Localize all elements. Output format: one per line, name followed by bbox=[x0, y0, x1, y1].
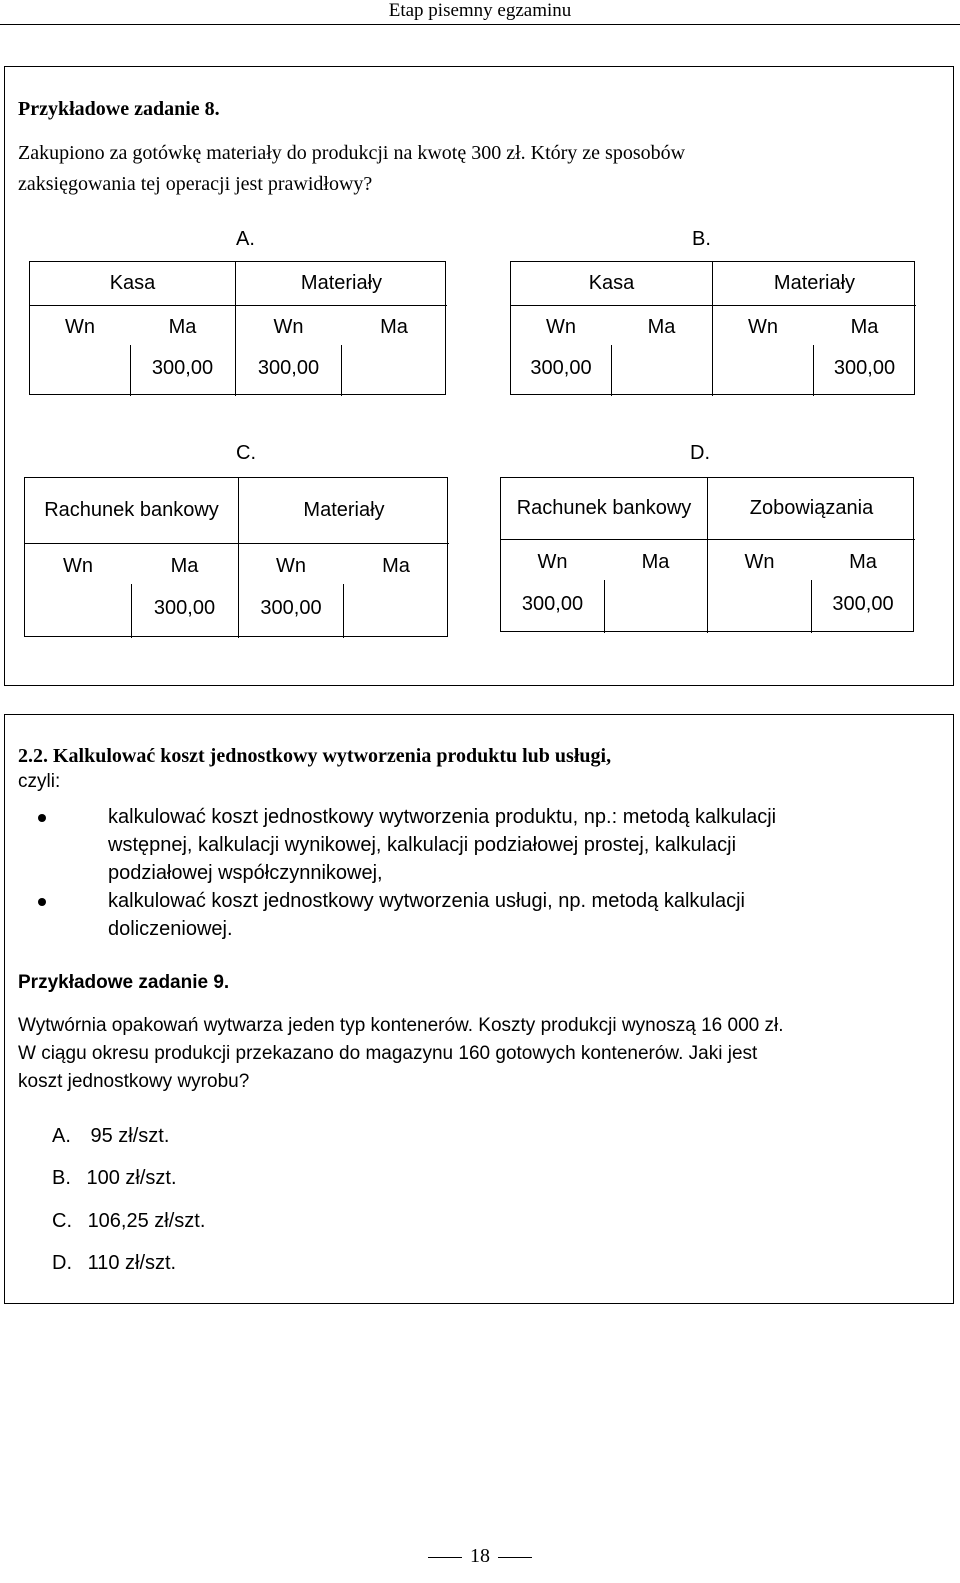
value-cell bbox=[341, 348, 447, 388]
section22-czyli: czyli: bbox=[18, 771, 61, 792]
account-name: Materiały bbox=[300, 272, 383, 294]
option-b-taccounts bbox=[510, 261, 915, 395]
value-cell: 300,00 bbox=[833, 356, 896, 379]
task8-title: Przykładowe zadanie 8. bbox=[18, 98, 220, 120]
answer-letter: B. bbox=[52, 1167, 71, 1189]
bullet1-line1: kalkulować koszt jednostkowy wytworzenia produktu, np.: metodą kalkulacji bbox=[108, 806, 777, 828]
ma-label: Ma bbox=[382, 554, 410, 577]
wn-label: Wn bbox=[748, 315, 778, 338]
account-name: Kasa bbox=[109, 272, 156, 294]
page-number: 18 bbox=[470, 1545, 490, 1567]
answer-text: 106,25 zł/szt. bbox=[87, 1210, 206, 1232]
value-cell bbox=[708, 584, 811, 624]
value-cell bbox=[25, 588, 131, 628]
task9-line3: koszt jednostkowy wyrobu? bbox=[18, 1071, 250, 1092]
wn-label: Wn bbox=[276, 554, 306, 577]
option-d-letter: D. bbox=[690, 442, 710, 464]
answer-text: 110 zł/szt. bbox=[87, 1252, 177, 1274]
wn-label: Wn bbox=[537, 550, 568, 573]
dash-right bbox=[498, 1557, 532, 1558]
bullet2-line1: kalkulować koszt jednostkowy wytworzenia usługi, np. metodą kalkulacji bbox=[108, 890, 745, 912]
section22-heading: 2.2. Kalkulować koszt jednostkowy wytworzenia produktu lub usługi, bbox=[18, 745, 612, 767]
page-footer bbox=[0, 1545, 960, 1568]
ma-label: Ma bbox=[170, 554, 199, 577]
value-cell: 300,00 bbox=[521, 592, 584, 615]
answer-a[interactable] bbox=[52, 1125, 169, 1148]
header-title: Etap pisemny egzaminu bbox=[388, 0, 572, 21]
answer-letter: C. bbox=[52, 1210, 72, 1232]
option-d-taccounts bbox=[500, 477, 914, 632]
value-cell: 300,00 bbox=[153, 596, 216, 619]
value-cell: 300,00 bbox=[832, 592, 894, 615]
value-cell: 300,00 bbox=[151, 356, 214, 379]
value-cell bbox=[604, 584, 707, 624]
ma-label: Ma bbox=[849, 550, 877, 573]
page-header bbox=[0, 0, 960, 25]
ma-label: Ma bbox=[850, 315, 879, 338]
account-name: Rachunek bankowy bbox=[44, 499, 219, 521]
wn-label: Wn bbox=[273, 315, 304, 338]
ma-label: Ma bbox=[168, 315, 197, 338]
ma-label: Ma bbox=[647, 315, 676, 338]
wn-label: Wn bbox=[744, 550, 775, 573]
account-name: Materiały bbox=[773, 272, 856, 294]
value-cell bbox=[611, 348, 712, 388]
answer-letter: D. bbox=[52, 1252, 72, 1274]
answer-letter: A. bbox=[52, 1125, 71, 1147]
task9-line1: Wytwórnia opakowań wytwarza jeden typ kontenerów. Koszty produkcji wynoszą 16 000 zł. bbox=[18, 1015, 784, 1036]
bullet1-line3: podziałowej współczynnikowej, bbox=[108, 862, 383, 884]
task8-question-line1: Zakupiono za gotówkę materiały do produkcji na kwotę 300 zł. Który ze sposobów bbox=[18, 142, 686, 164]
ma-label: Ma bbox=[641, 550, 670, 573]
account-name: Kasa bbox=[588, 272, 635, 294]
bullet1-line2: wstępnej, kalkulacji wynikowej, kalkulacji podziałowej prostej, kalkulacji bbox=[108, 834, 737, 856]
option-c-taccounts bbox=[24, 477, 448, 637]
value-cell: 300,00 bbox=[260, 596, 322, 619]
value-cell: 300,00 bbox=[530, 356, 592, 379]
answer-d[interactable] bbox=[52, 1252, 176, 1275]
option-c-letter: C. bbox=[236, 442, 256, 464]
bullet-icon bbox=[38, 814, 46, 822]
value-cell bbox=[30, 348, 130, 388]
answer-text: 100 zł/szt. bbox=[86, 1167, 177, 1189]
wn-label: Wn bbox=[63, 554, 93, 577]
task8-question-line2: zaksięgowania tej operacji jest prawidłowy? bbox=[18, 173, 373, 195]
option-b-letter: B. bbox=[692, 228, 711, 250]
value-cell bbox=[713, 348, 813, 388]
answer-c[interactable] bbox=[52, 1210, 205, 1233]
answer-text: 95 zł/szt. bbox=[90, 1125, 170, 1147]
task9-title: Przykładowe zadanie 9. bbox=[18, 972, 230, 993]
dash-left bbox=[428, 1557, 462, 1558]
bullet-icon bbox=[38, 898, 46, 906]
wn-label: Wn bbox=[65, 315, 95, 338]
value-cell bbox=[343, 588, 449, 628]
task9-line2: W ciągu okresu produkcji przekazano do magazynu 160 gotowych kontenerów. Jaki jest bbox=[18, 1043, 758, 1064]
wn-label: Wn bbox=[546, 315, 576, 338]
ma-label: Ma bbox=[380, 315, 408, 338]
option-a-taccounts bbox=[29, 261, 446, 395]
option-a-letter: A. bbox=[236, 228, 255, 250]
answer-b[interactable] bbox=[52, 1167, 177, 1190]
account-name: Materiały bbox=[303, 499, 385, 521]
bullet2-line2: doliczeniowej. bbox=[108, 918, 233, 940]
account-name: Rachunek bankowy bbox=[516, 497, 692, 519]
value-cell: 300,00 bbox=[257, 356, 320, 379]
account-name: Zobowiązania bbox=[749, 497, 874, 519]
